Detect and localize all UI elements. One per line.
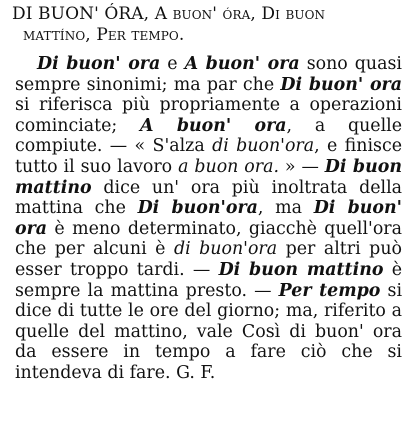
term-di-buon-mattino: Di buon mattino (15, 156, 402, 198)
example-di-buon-ora: di buon'ora (173, 239, 278, 260)
entry-body (15, 54, 402, 384)
heading-variant-a-buon-ora: A buon' óra, (154, 4, 256, 24)
text: sono quasi sempre sinonimi; ma par che (15, 54, 402, 95)
text: si dice di tutte le ore del giorno; ma, riferito a quelle del mattino, vale Così di buon' ora da essere in tempo a fare ciò che si intendeva di fare. G. F. (15, 280, 403, 383)
text: è sempre la mattina presto. — (15, 259, 402, 301)
term-di-buon-ora: Di buon'ora (137, 198, 258, 219)
text: , ma (257, 198, 314, 219)
heading-main: DI BUON' ÓRA, (12, 4, 150, 24)
heading-second-line (12, 25, 402, 46)
entry-heading (12, 4, 402, 46)
text: » — (278, 156, 325, 177)
term-di-buon-ora: Di buon' ora (37, 54, 161, 74)
text: , a quelle compiute. — « S'alza (15, 115, 402, 157)
text: è meno determinato, giacchè quell'ora che per alcuni è (15, 218, 402, 260)
heading-variant-mattino: mattíno, (23, 25, 91, 45)
example-di-buon-ora: di buon'ora (212, 136, 315, 157)
term-per-tempo: Per tempo (278, 280, 381, 301)
text: per altri può esser troppo tardi. — (15, 239, 402, 280)
text: dice un' ora più inoltrata della mattina che (15, 177, 402, 219)
term-a-buon-ora: A buon' ora (140, 115, 287, 136)
term-di-buon-mattino: Di buon mattino (218, 259, 384, 280)
text: , e finisce tutto il suo lavoro (15, 136, 402, 177)
heading-variant-di-buon: Di buon (261, 4, 326, 24)
heading-variant-per-tempo: Per tempo. (96, 25, 185, 45)
example-a-buon-ora: a buon ora. (178, 156, 279, 177)
term-di-buon-ora: Di buon' ora (15, 198, 402, 239)
text: si riferisca più propriamente a operazioni cominciate; (15, 95, 402, 136)
text: e (160, 54, 185, 74)
term-di-buon-ora: Di buon' ora (280, 74, 402, 95)
term-a-buon-ora: A buon' ora (184, 54, 300, 74)
